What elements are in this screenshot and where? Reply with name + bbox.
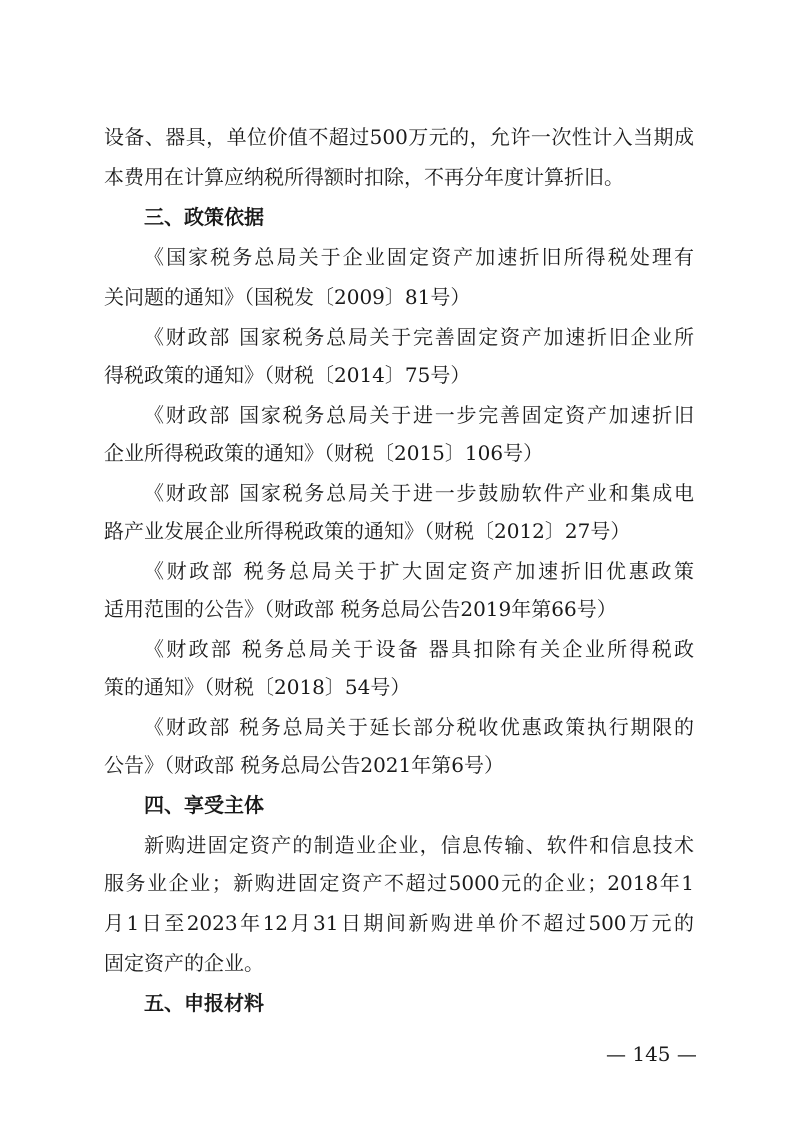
paragraph-line: 《财政部 税务总局关于设备 器具扣除有关企业所得税政	[144, 637, 694, 661]
page-number: — 145 —	[606, 1042, 697, 1066]
paragraph-line: 关问题的通知》（国税发〔2009〕81号）	[104, 285, 471, 309]
section-heading-application-materials: 五、申报材料	[144, 991, 264, 1015]
paragraph-line: 设备、器具，单位价值不超过500万元的，允许一次性计入当期成	[104, 125, 694, 149]
section-heading-policy-basis: 三、政策依据	[144, 205, 264, 229]
paragraph-line: 《财政部 税务总局关于延长部分税收优惠政策执行期限的	[144, 715, 694, 739]
paragraph-line: 路产业发展企业所得税政策的通知》（财税〔2012〕27号）	[104, 519, 631, 543]
paragraph-line: 《国家税务总局关于企业固定资产加速折旧所得税处理有	[144, 245, 694, 269]
paragraph-line: 《财政部 国家税务总局关于完善固定资产加速折旧企业所	[144, 325, 694, 349]
paragraph-line: 《财政部 国家税务总局关于进一步完善固定资产加速折旧	[144, 403, 694, 427]
paragraph-line: 公告》（财政部 税务总局公告2021年第6号）	[104, 753, 504, 777]
paragraph-line: 月1日至2023年12月31日期间新购进单价不超过500万元的	[104, 911, 694, 935]
paragraph-line: 新购进固定资产的制造业企业，信息传输、软件和信息技术	[144, 833, 694, 857]
paragraph-line: 策的通知》（财税〔2018〕54号）	[104, 675, 411, 699]
paragraph-line: 《财政部 税务总局关于扩大固定资产加速折旧优惠政策	[144, 559, 694, 583]
section-heading-beneficiaries: 四、享受主体	[144, 793, 264, 817]
paragraph-line: 适用范围的公告》（财政部 税务总局公告2019年第66号）	[104, 597, 617, 621]
paragraph-line: 服务业企业；新购进固定资产不超过5000元的企业；2018年1	[104, 871, 694, 895]
paragraph-line: 得税政策的通知》（财税〔2014〕75号）	[104, 363, 471, 387]
paragraph-line: 企业所得税政策的通知》（财税〔2015〕106号）	[104, 441, 544, 465]
paragraph-line: 本费用在计算应纳税所得额时扣除，不再分年度计算折旧。	[104, 165, 624, 189]
paragraph-line: 固定资产的企业。	[104, 951, 264, 975]
paragraph-line: 《财政部 国家税务总局关于进一步鼓励软件产业和集成电	[144, 481, 694, 505]
